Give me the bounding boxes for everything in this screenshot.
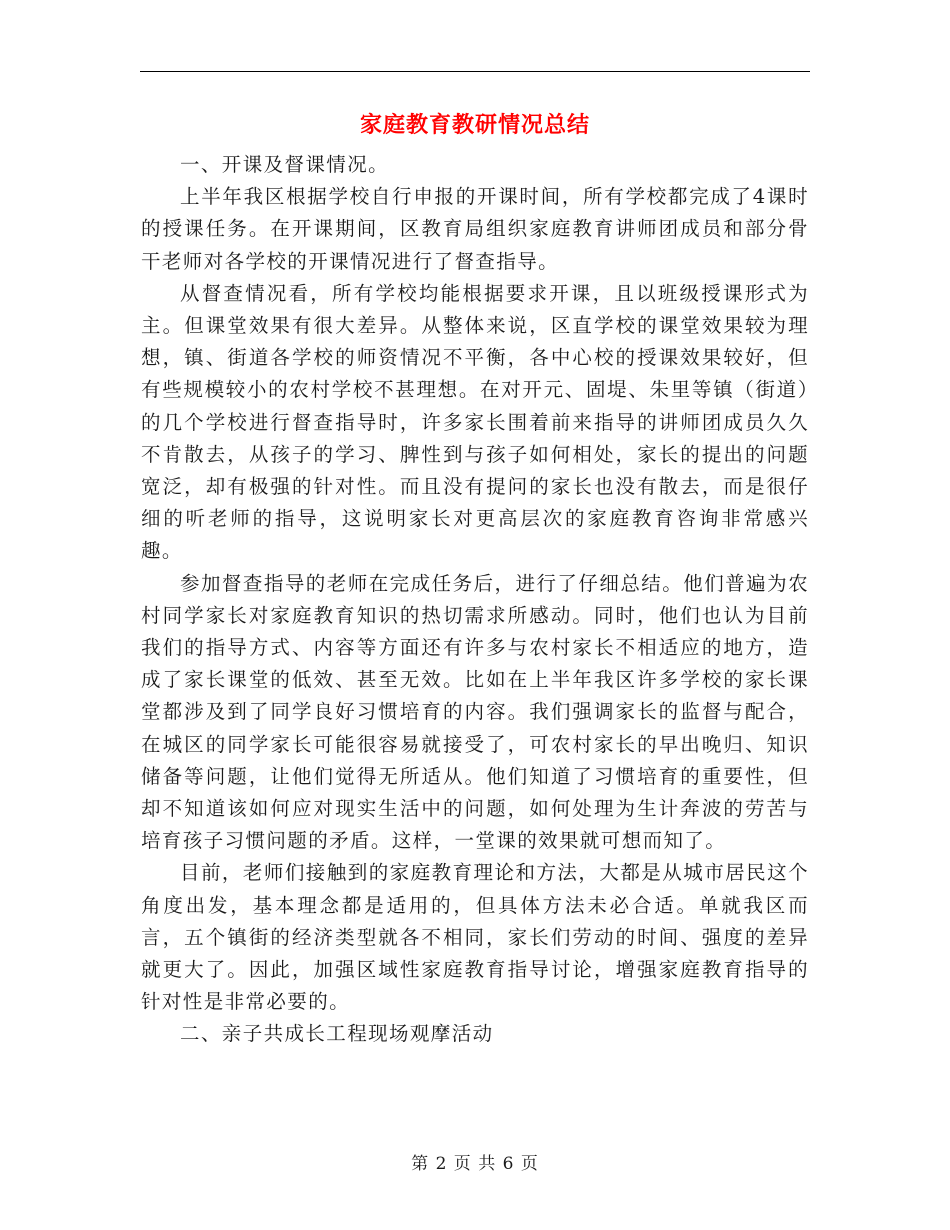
- page-number: 第 2 页 共 6 页: [411, 1154, 539, 1174]
- paragraph-4: 目前，老师们接触到的家庭教育理论和方法，大都是从城市居民这个角度出发，基本理念都是适用的，但具体方法未必合适。单就我区而言，五个镇街的经济类型就各不相同，家长们劳动的时间、强度的差异就更大了。因此，加强区域性家庭教育指导讨论，增强家庭教育指导的针对性是非常必要的。: [141, 861, 809, 1014]
- document-body: [141, 149, 809, 1051]
- paragraph-1: 上半年我区根据学校自行申报的开课时间，所有学校都完成了4课时的授课任务。在开课期间，区教育局组织家庭教育讲师团成员和部分骨干老师对各学校的开课情况进行了督查指导。: [141, 185, 809, 273]
- paragraph-3: 参加督查指导的老师在完成任务后，进行了仔细总结。他们普遍为农村同学家长对家庭教育知识的热切需求所感动。同时，他们也认为目前我们的指导方式、内容等方面还有许多与农村家长不相适应的地方，造成了家长课堂的低效、甚至无效。比如在上半年我区许多学校的家长课堂都涉及到了同学良好习惯培育的内容。我们强调家长的监督与配合，在城区的同学家长可能很容易就接受了，可农村家长的早出晚归、知识储备等问题，让他们觉得无所适从。他们知道了习惯培育的重要性，但却不知道该如何应对现实生活中的问题，如何处理为生计奔波的劳苦与培育孩子习惯问题的矛盾。这样，一堂课的效果就可想而知了。: [141, 571, 809, 853]
- paragraph-2: 从督查情况看，所有学校均能根据要求开课，且以班级授课形式为主。但课堂效果有很大差异。从整体来说，区直学校的课堂效果较为理想，镇、街道各学校的师资情况不平衡，各中心校的授课效果较好，但有些规模较小的农村学校不甚理想。在对开元、固堤、朱里等镇（街道）的几个学校进行督查指导时，许多家长围着前来指导的讲师团成员久久不肯散去，从孩子的学习、脾性到与孩子如何相处，家长的提出的问题宽泛，却有极强的针对性。而且没有提问的家长也没有散去，而是很仔细的听老师的指导，这说明家长对更高层次的家庭教育咨询非常感兴趣。: [141, 281, 809, 563]
- section-heading-2: 二、亲子共成长工程现场观摩活动: [180, 1022, 494, 1046]
- section-heading-1: 一、开课及督课情况。: [180, 153, 390, 176]
- document-title: 家庭教育教研情况总结: [359, 112, 590, 138]
- header-rule: [140, 71, 810, 72]
